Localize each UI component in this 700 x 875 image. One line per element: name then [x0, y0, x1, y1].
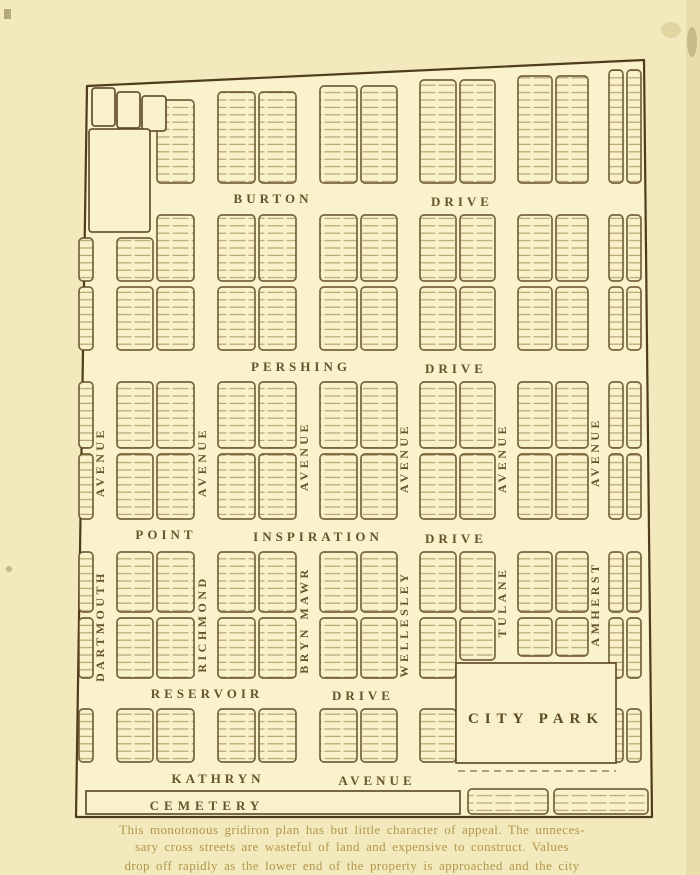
- street-label-pershing: PERSHING: [251, 359, 351, 374]
- street-label-tulane-suffix: AVENUE: [495, 422, 509, 494]
- street-label-tulane: TULANE: [495, 566, 509, 638]
- scan-smudge: [687, 27, 697, 57]
- page-edge-shadow: [686, 0, 700, 875]
- scan-smudge: [661, 22, 681, 38]
- street-label-amherst-suffix: AVENUE: [588, 416, 602, 488]
- street-label-bryn-mawr-suffix: AVENUE: [297, 420, 311, 492]
- caption-line-3: drop off rapidly as the lower end of the property is approached and the city: [124, 858, 580, 873]
- street-label-burton: BURTON: [233, 191, 313, 206]
- city-park-label: CITY PARK: [467, 711, 605, 727]
- small-block: [92, 88, 115, 126]
- street-label-wellesley: WELLESLEY: [397, 570, 411, 678]
- caption-line-2: sary cross streets are wasteful of land and expensive to construct. Values: [135, 839, 569, 854]
- street-label-point: POINT: [135, 527, 197, 542]
- cemetery-label: CEMETERY: [149, 798, 265, 813]
- caption-line-1: This monotonous gridiron plan has but little character of appeal. The unneces-: [119, 822, 585, 837]
- street-label-dartmouth: DARTMOUTH: [93, 570, 107, 682]
- cemetery-strip: [86, 791, 460, 814]
- vacant-parcel: [89, 129, 150, 232]
- small-block: [117, 92, 140, 128]
- street-label-richmond-suffix: AVENUE: [195, 426, 209, 498]
- scan-mark: [6, 566, 12, 572]
- scan-mark: [4, 9, 11, 19]
- street-label-burton-suffix: DRIVE: [431, 194, 493, 209]
- street-label-kathryn: KATHRYN: [171, 771, 265, 786]
- street-label-richmond: RICHMOND: [195, 575, 209, 673]
- street-label-wellesley-suffix: AVENUE: [397, 422, 411, 494]
- street-label-kathryn-suffix: AVENUE: [338, 773, 416, 788]
- street-label-point-inspiration-suffix: DRIVE: [425, 531, 487, 546]
- street-label-dartmouth-suffix: AVENUE: [93, 426, 107, 498]
- street-label-inspiration: INSPIRATION: [253, 529, 383, 544]
- street-label-reservoir: RESERVOIR: [150, 686, 264, 701]
- street-label-bryn-mawr: BRYN MAWR: [297, 566, 311, 674]
- small-block: [142, 96, 166, 131]
- street-label-reservoir-suffix: DRIVE: [332, 688, 394, 703]
- street-label-pershing-suffix: DRIVE: [425, 361, 487, 376]
- street-label-amherst: AMHERST: [588, 561, 602, 647]
